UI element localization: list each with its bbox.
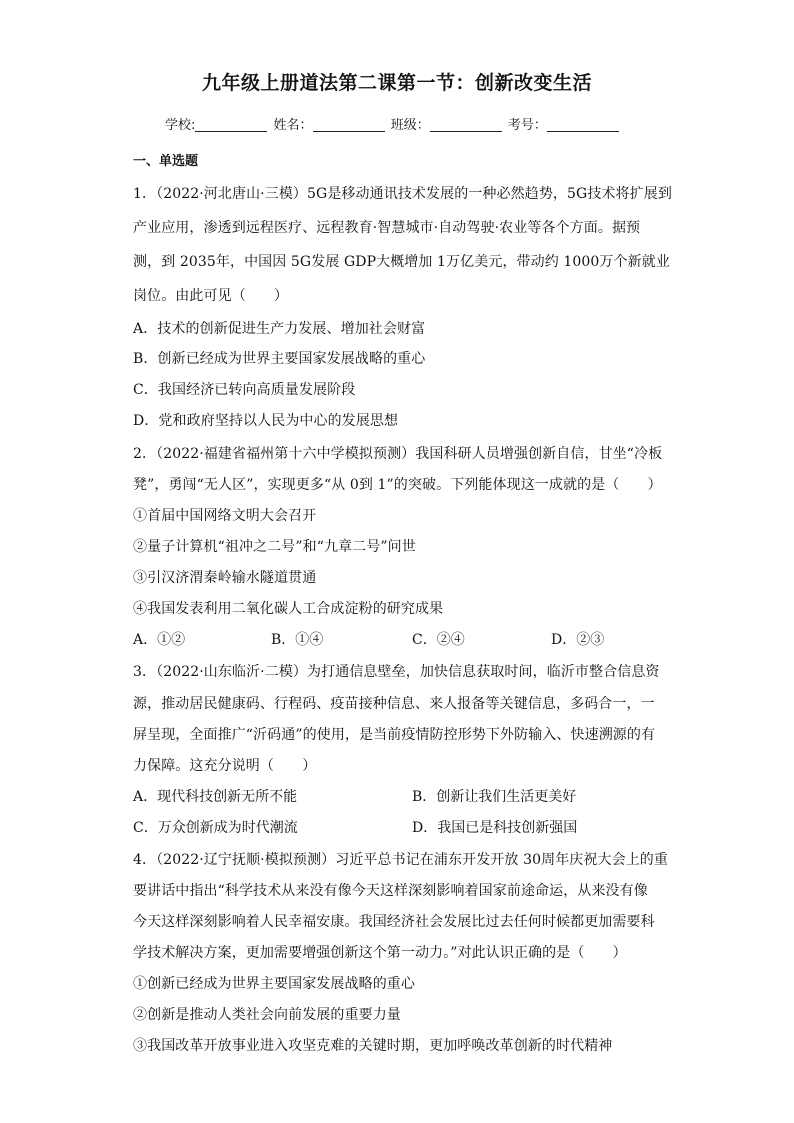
q3-option-a: A．现代科技创新无所不能 — [133, 789, 298, 805]
q3-option-d: D．我国已是科技创新强国 — [412, 820, 578, 836]
q1-option-b: B．创新已经成为世界主要国家发展战略的重心 — [133, 351, 426, 367]
q2-stem-line: 凳”，勇闯“无人区”，实现更多“从 0到 1”的突破。下列能体现这一成就的是（ ） — [133, 477, 662, 493]
q2-option-a: A．①② — [133, 632, 186, 648]
q2-option-c: C．②④ — [412, 632, 465, 648]
number-blank[interactable] — [547, 118, 619, 132]
q4-stem-line: 今天这样深刻影响着人民幸福安康。我国经济社会发展比过去任何时候都更加需要科 — [133, 914, 655, 930]
q3-option-c: C．万众创新成为时代潮流 — [133, 820, 298, 836]
student-info-line — [165, 114, 621, 133]
q1-stem-line: 产业应用，渗透到远程医疗、远程教育·智慧城市·自动驾驶·农业等各个方面。据预 — [133, 220, 641, 236]
q3-stem-line: 3．（2022·山东临沂·二模）为打通信息壁垒，加快信息获取时间，临沂市整合信息资 — [133, 664, 660, 680]
q1-stem-line: 1．（2022·河北唐山·三模）5G是移动通讯技术发展的一种必然趋势，5G技术将扩展到 — [133, 186, 672, 202]
q2-stem-line: 2．（2022·福建省福州第十六中学模拟预测）我国科研人员增强创新自信，甘坐“冷板 — [133, 446, 663, 462]
q4-stem-line: 4．（2022·辽宁抚顺·模拟预测）习近平总书记在浦东开发开放 30周年庆祝大会上的重 — [133, 852, 668, 868]
q2-item-4: ④我国发表利用二氧化碳人工合成淀粉的研究成果 — [133, 601, 444, 617]
q2-item-2: ②量子计算机“祖冲之二号”和“九章二号”问世 — [133, 539, 416, 555]
q2-option-b: B．①④ — [271, 632, 324, 648]
q2-item-3: ③引汉济渭秦岭输水隧道贯通 — [133, 570, 317, 586]
q3-stem-line: 屏呈现，全面推广“沂码通”的使用，是当前疫情防控形势下外防输入、快速溯源的有 — [133, 727, 656, 743]
q4-stem-line: 要讲话中指出“科学技术从来没有像今天这样深刻影响着国家前途命运，从来没有像 — [133, 883, 648, 899]
q3-stem-line: 源，推动居民健康码、行程码、疫苗接种信息、来人报备等关键信息，多码合一，一 — [133, 696, 655, 712]
q1-option-c: C．我国经济已转向高质量发展阶段 — [133, 382, 356, 398]
q1-option-d: D．党和政府坚持以人民为中心的发展思想 — [133, 413, 399, 429]
class-blank[interactable] — [430, 118, 502, 132]
q4-item-1: ①创新已经成为世界主要国家发展战略的重心 — [133, 976, 415, 992]
q2-item-1: ①首届中国网络文明大会召开 — [133, 508, 317, 524]
number-label: 考号： — [507, 118, 547, 133]
q4-item-2: ②创新是推动人类社会向前发展的重要力量 — [133, 1007, 401, 1023]
q4-stem-line: 学技术解决方案，更加需要增强创新这个第一动力。”对此认识正确的是（ ） — [133, 945, 627, 961]
q2-option-d: D．②③ — [551, 632, 605, 648]
q1-option-a: A．技术的创新促进生产力发展、增加社会财富 — [133, 321, 426, 337]
q4-item-3: ③我国改革开放事业进入攻坚克难的关键时期，更加呼唤改革创新的时代精神 — [133, 1038, 613, 1054]
section-heading: 一、单选题 — [133, 154, 199, 169]
name-label: 姓名： — [273, 118, 313, 133]
school-blank[interactable] — [195, 118, 267, 132]
q1-stem-line: 岗位。由此可见（ ） — [133, 288, 289, 304]
q1-stem-line: 测，到 2035年，中国因 5G发展 GDP大概增加 1万亿美元，带动约 1000万个新就业 — [133, 254, 670, 270]
q3-option-b: B．创新让我们生活更美好 — [412, 789, 577, 805]
q3-stem-line: 力保障。这充分说明（ ） — [133, 758, 317, 774]
school-label: 学校: — [165, 118, 196, 133]
class-label: 班级： — [390, 118, 430, 133]
name-blank[interactable] — [313, 118, 385, 132]
page-title: 九年级上册道法第二课第一节：创新改变生活 — [201, 72, 592, 94]
